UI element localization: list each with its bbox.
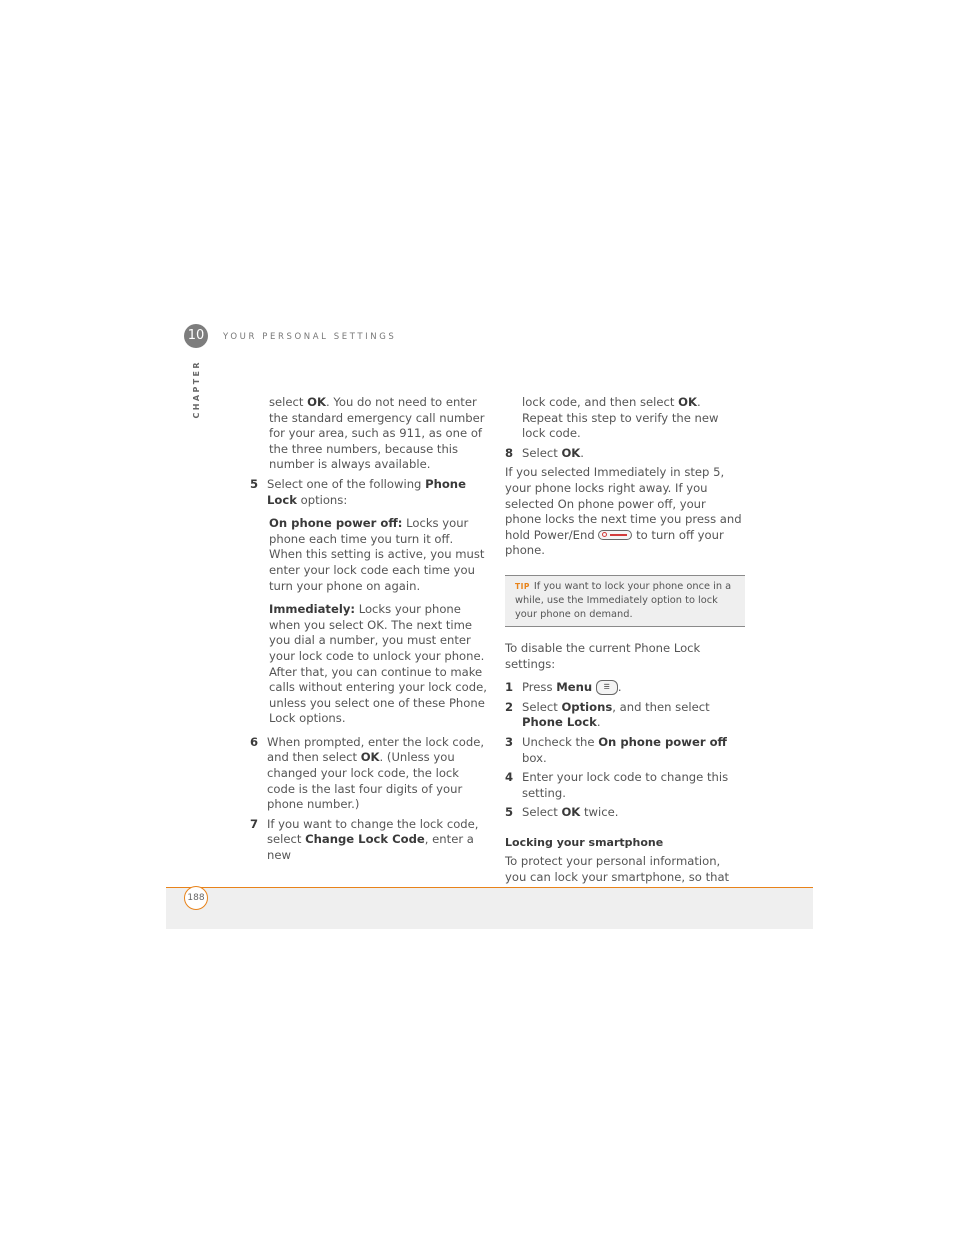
disable-step-4 — [505, 770, 745, 801]
step-5 — [250, 477, 490, 508]
step-7 — [250, 817, 490, 864]
disable-step-5 — [505, 805, 745, 821]
right-column — [505, 395, 745, 917]
step-number: 1 — [505, 680, 514, 695]
left-column — [250, 395, 490, 864]
step-text: Select OK twice. — [522, 805, 619, 820]
step-text: Select Options, and then select Phone Lock. — [522, 699, 710, 730]
disable-step-2 — [505, 700, 745, 731]
step-8 — [505, 446, 745, 462]
step-text: Select OK. — [522, 445, 584, 460]
tip-text: If you want to lock your phone once in a while, use the Immediately option to lock your phone on demand. — [515, 580, 732, 620]
step-text: If you want to change the lock code, select Change Lock Code, enter a new — [267, 816, 479, 863]
step-text: Enter your lock code to change this setting. — [522, 770, 729, 800]
step-number: 8 — [505, 445, 514, 460]
page-number: 188 — [184, 886, 208, 910]
tip-label: TIP — [515, 581, 530, 591]
step-text: When prompted, enter the lock code, and then select OK. (Unless you changed your lock code, the lock code is the last four digits of your phone number.) — [267, 734, 485, 812]
step-number: 5 — [505, 805, 514, 820]
disable-step-3 — [505, 735, 745, 766]
step-number: 5 — [250, 476, 259, 491]
menu-key-icon: ☰ — [596, 680, 618, 695]
section-subheading: Locking your smartphone — [505, 835, 664, 849]
continued-step-7: lock code, and then select OK. Repeat this step to verify the new lock code. — [522, 395, 719, 441]
option-immediately: Immediately: Locks your phone when you select OK. The next time you dial a number, you must enter your lock code to unlock your phone. After that, you can continue to make calls without entering your lock code, unless you select one of these Phone Lock options. — [269, 602, 487, 726]
continued-paragraph: select OK. You do not need to enter the standard emergency call number for your area, such as 911, as one of the three numbers, because this number is always available. — [269, 395, 485, 472]
tip-box — [505, 575, 745, 627]
chapter-vertical-label: CHAPTER — [192, 360, 201, 419]
footer-band — [166, 888, 813, 929]
disable-step-1 — [505, 680, 745, 696]
step-number: 2 — [505, 699, 514, 714]
step-number: 7 — [250, 816, 259, 831]
chapter-number-badge: 10 — [184, 324, 208, 348]
step-text: Select one of the following Phone Lock options: — [267, 476, 466, 507]
immediately-explanation-paragraph: If you selected Immediately in step 5, your phone locks right away. If you selected On phone power off, your phone locks the next time you press and hold Power/End to turn off your phone. — [505, 465, 742, 558]
step-number: 6 — [250, 734, 259, 749]
power-end-key-icon — [598, 530, 632, 540]
footer-rule — [166, 887, 813, 888]
running-header-title: YOUR PERSONAL SETTINGS — [223, 332, 397, 342]
disable-intro: To disable the current Phone Lock settings: — [505, 640, 701, 671]
step-number: 3 — [505, 734, 514, 749]
step-text: Press Menu ☰ . — [522, 680, 622, 695]
step-text: Uncheck the On phone power off box. — [522, 734, 727, 765]
step-number: 4 — [505, 770, 514, 785]
step-6 — [250, 735, 490, 813]
option-on-phone-power-off: On phone power off: Locks your phone each time you turn it off. When this setting is active, you must enter your lock code each time you turn your phone on again. — [269, 516, 485, 593]
locking-smartphone-paragraph: To protect your personal information, you can lock your smartphone, so that — [505, 854, 730, 885]
